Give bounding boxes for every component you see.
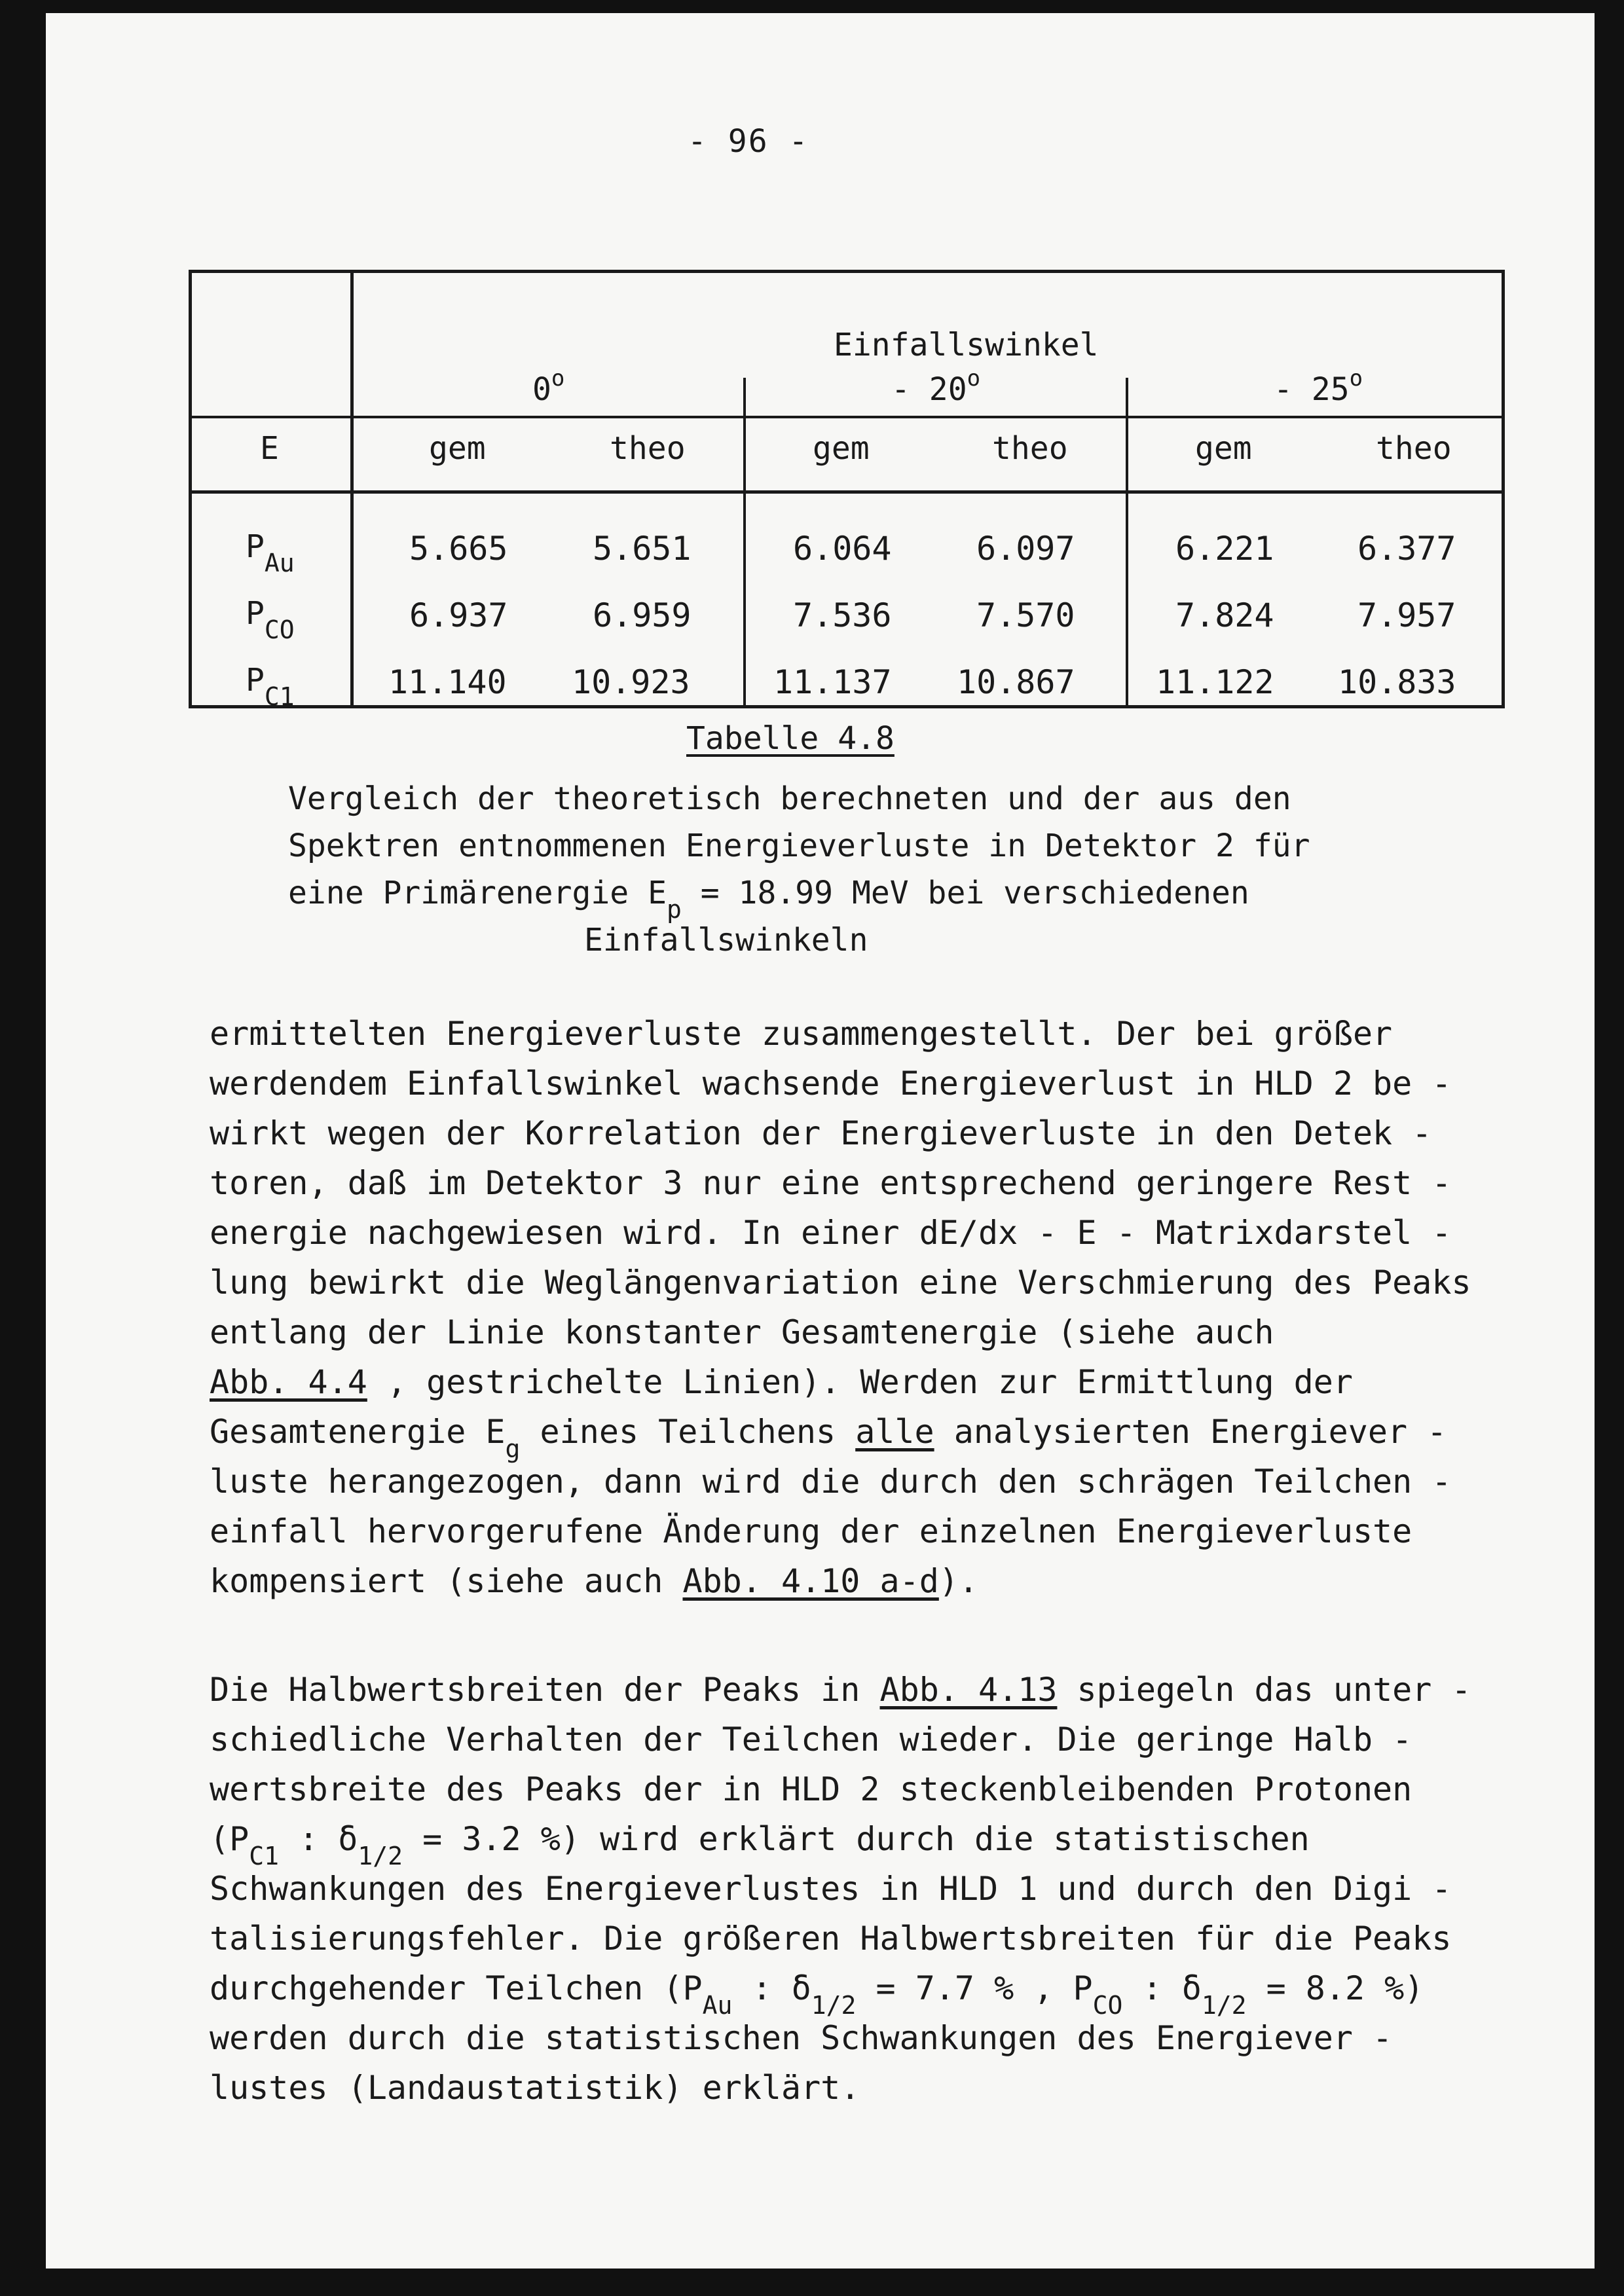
table-cell: 7.824	[1175, 596, 1274, 634]
body-line: kompensiert (siehe auch Abb. 4.10 a-d).	[210, 1562, 979, 1600]
table-vline-group2	[1126, 378, 1128, 705]
figure-reference-link[interactable]: Abb. 4.13	[879, 1671, 1058, 1709]
body-line: werden durch die statistischen Schwankungen des Energiever -	[210, 2019, 1393, 2057]
table-cell: 6.377	[1357, 530, 1456, 568]
table-cell: 10.833	[1338, 663, 1456, 701]
row-label-pau: $P_{Au}$	[246, 528, 295, 577]
table-hline-header	[192, 416, 1502, 418]
body-line: wertsbreite des Peaks der in HLD 2 steckenbleibenden Protonen	[210, 1770, 1412, 1808]
row-label-pc1: $P_{C1}$	[246, 662, 295, 711]
table-cell: 7.536	[793, 596, 892, 634]
body-line: ermittelten Energieverluste zusammengestellt. Der bei größer	[210, 1015, 1393, 1053]
col-label-gem-25: gem	[1195, 430, 1252, 467]
body-line: Die Halbwertsbreiten der Peaks in Abb. 4.13 spiegeln das unter -	[210, 1671, 1471, 1709]
table-cell: 6.937	[409, 596, 508, 634]
body-line: werdendem Einfallswinkel wachsende Energieverlust in HLD 2 be -	[210, 1065, 1452, 1102]
body-line: ($P_{C1}$ : $\delta_{1/2} = 3.2$ %) wird erklärt durch die statistischen	[210, 1820, 1310, 1870]
emphasis-underline: alle	[855, 1413, 934, 1451]
row-header-e: E	[260, 430, 279, 467]
angle-0-header: 0$^o$	[532, 365, 565, 408]
col-label-gem-20: gem	[813, 430, 870, 467]
body-line: Abb. 4.4 , gestrichelte Linien). Werden zur Ermittlung der	[210, 1363, 1353, 1401]
table-cell: 7.957	[1357, 596, 1456, 634]
table-cell: 6.064	[793, 530, 892, 568]
caption-line: Vergleich der theoretisch berechneten und der aus den	[288, 780, 1291, 817]
caption-line: Spektren entnommenen Energieverluste in Detektor 2 für	[288, 828, 1310, 864]
body-line: lung bewirkt die Weglängenvariation eine Verschmierung des Peaks	[210, 1264, 1471, 1302]
col-label-theo-25: theo	[1376, 430, 1452, 467]
body-line: Gesamtenergie $E_g$ eines Teilchens alle analysierten Energiever -	[210, 1413, 1447, 1463]
table-cell: 6.097	[976, 530, 1075, 568]
table-cell: 6.221	[1175, 530, 1274, 568]
results-table	[189, 270, 1505, 711]
table-cell: 11.137	[773, 663, 892, 701]
row-label-pco: $P_{CO}$	[246, 595, 295, 644]
body-line: talisierungsfehler. Die größeren Halbwertsbreiten für die Peaks	[210, 1920, 1452, 1958]
body-line: Schwankungen des Energieverlustes in HLD 1 und durch den Digi -	[210, 1870, 1452, 1908]
col-label-theo-20: theo	[992, 430, 1068, 467]
document-page	[46, 13, 1595, 2269]
table-hline-cols	[192, 490, 1502, 494]
table-cell: 5.651	[593, 530, 692, 568]
caption-line: eine Primärenergie $E_p = 18.99$ MeV bei verschiedenen	[288, 875, 1249, 924]
body-line: lustes (Landaustatistik) erklärt.	[210, 2069, 860, 2107]
table-caption-title: Tabelle 4.8	[686, 720, 895, 757]
table-cell: 6.959	[593, 596, 692, 634]
angle-20-header: - 20$^o$	[891, 365, 981, 408]
table-cell: 11.140	[388, 663, 507, 701]
body-line: energie nachgewiesen wird. In einer dE/dx - E - Matrixdarstel -	[210, 1214, 1452, 1252]
table-vline-label	[350, 273, 354, 705]
body-line: durchgehender Teilchen ($P_{Au}$ : $\delta_{1/2} = 7.7$ % , $P_{CO}$ : $\delta_{1/2} = 8.2$ %)	[210, 1969, 1424, 2020]
body-line: einfall hervorgerufene Änderung der einzelnen Energieverluste	[210, 1512, 1412, 1550]
table-vline-group1	[743, 378, 746, 705]
figure-reference-link[interactable]: Abb. 4.4	[210, 1363, 367, 1401]
table-cell: 11.122	[1156, 663, 1274, 701]
table-cell: 10.867	[957, 663, 1075, 701]
body-line: entlang der Linie konstanter Gesamtenergie (siehe auch	[210, 1313, 1274, 1351]
body-line: wirkt wegen der Korrelation der Energieverluste in den Detek -	[210, 1114, 1432, 1152]
page-number: - 96 -	[688, 123, 809, 160]
body-line: luste herangezogen, dann wird die durch den schrägen Teilchen -	[210, 1463, 1452, 1501]
caption-line: Einfallswinkeln	[584, 922, 868, 958]
table-cell: 5.665	[409, 530, 508, 568]
col-label-theo-0: theo	[610, 430, 686, 467]
einfallswinkel-header: Einfallswinkel	[834, 327, 1099, 363]
figure-reference-link[interactable]: Abb. 4.10 a-d	[682, 1562, 939, 1600]
body-line: schiedliche Verhalten der Teilchen wieder. Die geringe Halb -	[210, 1721, 1412, 1758]
body-line: toren, daß im Detektor 3 nur eine entsprechend geringere Rest -	[210, 1164, 1452, 1202]
table-cell: 7.570	[976, 596, 1075, 634]
col-label-gem-0: gem	[429, 430, 486, 467]
table-cell: 10.923	[572, 663, 690, 701]
angle-25-header: - 25$^o$	[1274, 365, 1363, 408]
